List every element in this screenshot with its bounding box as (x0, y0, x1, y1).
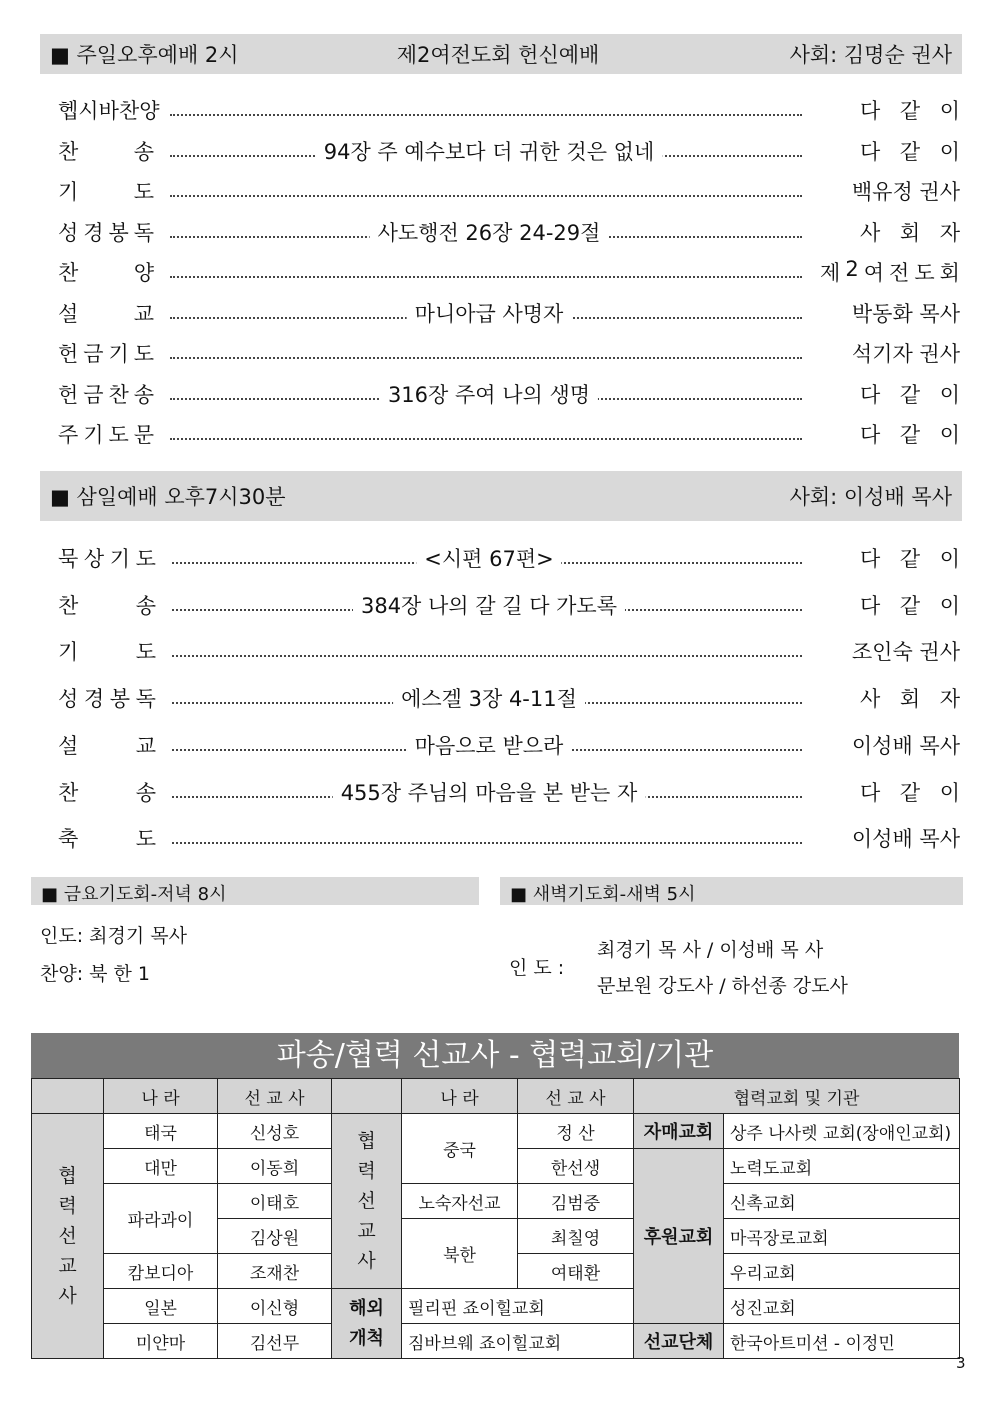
sunday-title: 제2여전도회 헌신예배 (396, 43, 600, 67)
order-leader (860, 543, 960, 573)
order-label-char: 헌 (58, 382, 79, 407)
friday-praise: 찬양: 북 한 1 (40, 963, 151, 985)
order-label-char: 봉 (108, 220, 129, 245)
missionary-cell: 이신형 (218, 1289, 332, 1324)
missionary-cell: 여태환 (518, 1254, 634, 1289)
order-leader-part: 여 (863, 261, 884, 285)
order-row (58, 730, 960, 764)
order-label-char: 봉 (109, 687, 131, 712)
order-label-char: 송 (133, 382, 154, 407)
order-label-char: 도 (108, 423, 129, 447)
order-label-char: 설 (58, 301, 79, 326)
hdr-missionary-2: 선 교 사 (518, 1079, 634, 1114)
order-label (58, 136, 154, 166)
order-leader-part: 이 (939, 382, 960, 407)
order-label (58, 590, 156, 620)
order-row (58, 136, 960, 170)
order-row (58, 257, 960, 291)
order-label-char: 도 (135, 547, 156, 571)
country-cell: 캄보디아 (104, 1254, 218, 1289)
order-label-char: 기 (83, 423, 104, 447)
order-content: 455장 주님의 마음을 본 받는 자 (333, 777, 646, 807)
overseas-church: 짐바브웨 죠이힐교회 (402, 1324, 634, 1359)
order-leader-part: 다 (860, 423, 881, 447)
order-leader (840, 730, 960, 760)
order-row (58, 590, 960, 624)
missionary-cell: 신성호 (218, 1114, 332, 1149)
order-content: <시편 67편> (416, 543, 561, 573)
order-leader-part: 같 (899, 382, 921, 407)
group-label-2: 협 력 선 교 사 (332, 1114, 402, 1289)
order-label-char: 금 (83, 382, 104, 407)
order-label-char: 주 (58, 423, 79, 447)
order-label-char: 찬 (58, 139, 79, 164)
order-leader-part: 조인숙 권사 (851, 640, 960, 665)
overseas-church: 필리핀 죠이힐교회 (402, 1289, 634, 1324)
missions-table (31, 1078, 960, 1359)
sunday-header (40, 34, 962, 74)
support-church: 신촉교회 (724, 1184, 960, 1219)
order-leader (860, 683, 960, 713)
order-leader-part: 같 (899, 593, 921, 618)
order-leader-part: 사 (860, 687, 881, 712)
order-content: 마니아급 사명자 (407, 298, 572, 328)
order-leader-part: 같 (899, 99, 921, 123)
missions-banner: 파송/협력 선교사 - 협력교회/기관 (31, 1033, 959, 1079)
order-leader-part: 이 (939, 593, 960, 618)
order-leader-part: 도 (914, 261, 935, 285)
order-label-char: 설 (58, 733, 79, 758)
dot-leader (170, 357, 802, 359)
order-label (58, 257, 154, 287)
order-label (58, 176, 154, 206)
org-label: 선교단체 (634, 1324, 724, 1359)
support-church: 노력도교회 (724, 1149, 960, 1184)
order-label-char: 송 (135, 593, 156, 618)
order-label-char: 헵 (58, 99, 79, 123)
order-label-char: 경 (83, 220, 104, 245)
hdr-church: 협력교회 및 기관 (634, 1079, 960, 1114)
country-cell: 대만 (104, 1149, 218, 1184)
order-row (58, 338, 960, 372)
missionary-cell: 김선무 (218, 1324, 332, 1359)
dot-leader (172, 655, 802, 657)
wednesday-time: ■ 삼일예배 오후7시30분 (50, 485, 286, 509)
order-leader (860, 590, 960, 620)
order-label (58, 338, 154, 368)
group-label-3: 해외 개척 (332, 1289, 402, 1359)
order-leader-part: 자 (939, 687, 960, 712)
order-leader-part: 제 (820, 261, 841, 285)
order-row (58, 298, 960, 332)
order-label-char: 바 (98, 99, 119, 123)
order-label (58, 730, 156, 760)
order-leader-part: 백유정 권사 (851, 180, 960, 204)
order-label-char: 도 (133, 342, 154, 366)
wednesday-host: 사회: 이성배 목사 (789, 485, 952, 509)
order-label-char: 찬 (58, 780, 79, 805)
order-leader-part: 다 (860, 99, 881, 123)
order-row (58, 777, 960, 811)
order-leader-part: 전 (889, 261, 910, 285)
order-leader-part: 이 (939, 780, 960, 805)
hdr-empty-2 (332, 1079, 402, 1114)
order-label-char: 교 (135, 733, 156, 758)
order-leader-part: 박동화 목사 (851, 301, 960, 326)
country-homeless: 노숙자선교 (402, 1184, 518, 1219)
order-label-char: 기 (108, 342, 129, 366)
order-label-char: 양 (133, 261, 154, 285)
order-leader-part: 이 (939, 547, 960, 571)
dawn-leader-line1: 최경기 목 사 / 이성배 목 사 (597, 939, 824, 961)
order-label-char: 헌 (58, 342, 79, 366)
dawn-leader-label: 인 도 : (509, 957, 565, 979)
order-leader-part: 다 (860, 593, 881, 618)
order-leader-part: 같 (899, 423, 921, 447)
order-label-char: 금 (83, 342, 104, 366)
order-label-char: 도 (133, 180, 154, 204)
order-label-char: 상 (83, 547, 105, 571)
order-content: 94장 주 예수보다 더 귀한 것은 없네 (316, 136, 663, 166)
country-cell: 일본 (104, 1289, 218, 1324)
order-label-char: 도 (135, 640, 156, 665)
order-leader-part: 같 (899, 139, 921, 164)
friday-leader: 인도: 최경기 목사 (40, 925, 187, 947)
dot-leader (172, 842, 802, 844)
order-leader-part: 이 (939, 139, 960, 164)
order-leader-part: 2 (845, 257, 859, 281)
order-label-char: 기 (58, 180, 79, 204)
hdr-missionary: 선 교 사 (218, 1079, 332, 1114)
order-leader (840, 176, 960, 206)
order-label (58, 419, 154, 449)
order-leader (860, 136, 960, 166)
order-label-char: 성 (58, 220, 79, 245)
order-label-char: 문 (133, 423, 154, 447)
order-label-char: 기 (58, 640, 79, 665)
page-number: 3 (956, 1354, 966, 1372)
order-label (58, 636, 156, 666)
order-leader-part: 사 (860, 220, 881, 245)
mission-org: 한국아트미션 - 이정민 (724, 1324, 960, 1359)
order-row (58, 683, 960, 717)
order-leader-part: 회 (899, 687, 921, 712)
order-leader (860, 95, 960, 125)
order-leader (860, 379, 960, 409)
country-cell: 태국 (104, 1114, 218, 1149)
order-leader (840, 338, 960, 368)
dot-leader (170, 114, 802, 116)
order-row (58, 419, 960, 453)
order-label (58, 95, 160, 125)
order-row (58, 823, 960, 857)
order-leader-part: 다 (860, 139, 881, 164)
order-leader-part: 다 (860, 780, 881, 805)
order-leader (840, 298, 960, 328)
order-content: 316장 주여 나의 생명 (380, 379, 598, 409)
hdr-country: 나 라 (104, 1079, 218, 1114)
order-label-char: 기 (109, 547, 131, 571)
group-label-1: 협 력 선 교 사 (32, 1114, 104, 1359)
order-label-char: 독 (135, 687, 156, 712)
dawn-title: ■ 새벽기도회-새벽 5시 (510, 884, 696, 905)
country-north-korea: 북한 (402, 1219, 518, 1289)
order-label-char: 찬 (108, 382, 129, 407)
wednesday-header (40, 471, 962, 521)
dot-leader (170, 276, 802, 278)
country-china: 중국 (402, 1114, 518, 1184)
order-label (58, 777, 156, 807)
order-leader-part: 이 (939, 423, 960, 447)
order-label (58, 379, 154, 409)
support-label: 후원교회 (634, 1149, 724, 1324)
order-leader (860, 217, 960, 247)
friday-header (31, 877, 479, 905)
order-content: 384장 나의 갈 길 다 가도록 (353, 590, 625, 620)
order-label (58, 298, 154, 328)
order-label-char: 찬 (58, 593, 79, 618)
order-label-char: 송 (135, 780, 156, 805)
order-label (58, 683, 156, 713)
order-label (58, 823, 156, 853)
missionary-cell: 이동희 (218, 1149, 332, 1184)
order-leader (820, 257, 960, 287)
order-leader-part: 회 (939, 261, 960, 285)
order-label-char: 묵 (58, 547, 79, 571)
dawn-header (500, 877, 963, 905)
order-content: 사도행전 26장 24-29절 (370, 217, 609, 247)
hdr-empty-1 (32, 1079, 104, 1114)
sunday-time: ■ 주일오후예배 2시 (50, 43, 239, 67)
sister-church: 상주 나사렛 교회(장애인교회) (724, 1114, 960, 1149)
order-leader-part: 이성배 목사 (851, 733, 960, 758)
support-church: 우리교회 (724, 1254, 960, 1289)
order-leader-part: 회 (899, 220, 921, 245)
sunday-host: 사회: 김명순 권사 (789, 43, 952, 67)
order-row (58, 379, 960, 413)
order-row (58, 95, 960, 129)
dawn-leader-line2: 문보원 강도사 / 하선종 강도사 (597, 975, 848, 997)
order-label (58, 217, 154, 247)
hdr-country-2: 나 라 (402, 1079, 518, 1114)
order-label-char: 교 (133, 301, 154, 326)
order-label-char: 도 (135, 827, 156, 852)
dot-leader (170, 438, 802, 440)
order-label-char: 찬 (58, 261, 79, 285)
order-label-char: 송 (133, 139, 154, 164)
order-label-char: 축 (58, 827, 79, 852)
order-leader-part: 같 (899, 780, 921, 805)
support-church: 마곡장로교회 (724, 1219, 960, 1254)
missionary-cell: 정 산 (518, 1114, 634, 1149)
order-leader-part: 이 (939, 99, 960, 123)
order-leader-part: 석기자 권사 (851, 342, 960, 366)
country-cell: 미얀마 (104, 1324, 218, 1359)
order-label-char: 독 (133, 220, 154, 245)
friday-title: ■ 금요기도회-저녁 8시 (41, 884, 227, 905)
order-label-char: 경 (83, 687, 105, 712)
order-row (58, 217, 960, 251)
missionary-cell: 조재찬 (218, 1254, 332, 1289)
order-row (58, 543, 960, 577)
order-leader (860, 419, 960, 449)
order-leader-part: 자 (939, 220, 960, 245)
order-leader-part: 같 (899, 547, 921, 571)
missionary-cell: 이태호 (218, 1184, 332, 1219)
missionary-cell: 한선생 (518, 1149, 634, 1184)
order-label-char: 찬 (118, 99, 140, 123)
order-label-char: 양 (139, 99, 160, 123)
order-content: 에스겔 3장 4-11절 (393, 683, 585, 713)
missionary-cell: 최칠영 (518, 1219, 634, 1254)
dot-leader (170, 195, 802, 197)
support-church: 성진교회 (724, 1289, 960, 1324)
order-leader-part: 다 (860, 547, 881, 571)
missionary-cell: 김상원 (218, 1219, 332, 1254)
order-leader-part: 이성배 목사 (851, 827, 960, 852)
order-leader (840, 823, 960, 853)
order-row (58, 176, 960, 210)
order-leader-part: 다 (860, 382, 881, 407)
order-leader (840, 636, 960, 666)
order-label-char: 시 (78, 99, 99, 123)
missionary-cell: 김범중 (518, 1184, 634, 1219)
order-label (58, 543, 156, 573)
order-content: 마음으로 받으라 (407, 730, 572, 760)
order-label-char: 성 (58, 687, 79, 712)
order-row (58, 636, 960, 670)
country-cell: 파라과이 (104, 1184, 218, 1254)
sister-label: 자매교회 (634, 1114, 724, 1149)
order-leader (860, 777, 960, 807)
